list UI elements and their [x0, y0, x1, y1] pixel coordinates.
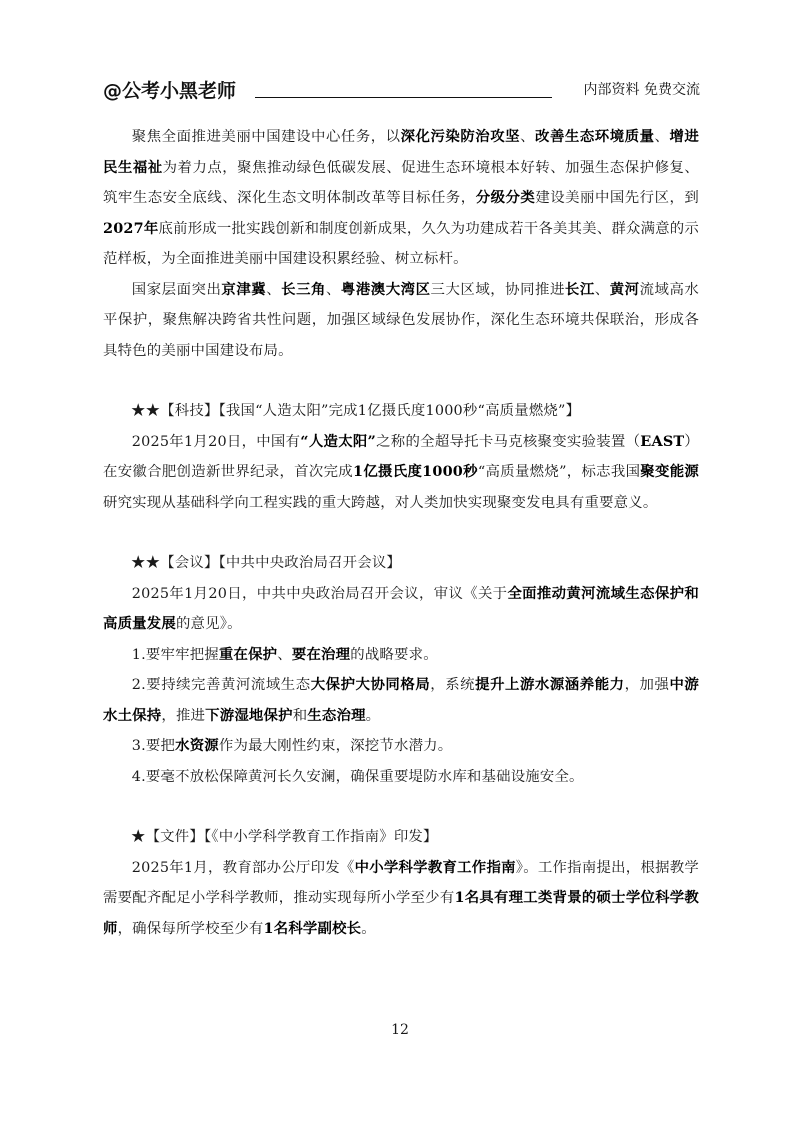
- bold-text-run: EAST: [640, 432, 685, 450]
- bold-text-run: 1名具有理工类背景的硕士学位科学教师: [103, 889, 699, 937]
- bold-text-run: 1亿摄氏度1000秒: [353, 463, 478, 480]
- paragraph-meeting-point-3: [103, 731, 699, 762]
- brand-watermark: @公考小黑老师: [103, 80, 237, 102]
- text-run: 和: [292, 707, 308, 724]
- bold-text-run: 深化污染防治攻坚: [400, 128, 521, 145]
- header-note: 内部资料 免费交流: [583, 82, 700, 98]
- bold-text-run: 改善生态环境质量: [535, 128, 655, 145]
- section-heading-science-guide: ★【文件】【《中小学科学教育工作指南》印发】: [131, 829, 438, 845]
- bold-text-run: 水资源: [175, 737, 219, 754]
- text-run: 、: [325, 281, 341, 298]
- paragraph-meeting-point-1: [103, 640, 699, 671]
- page-header: [103, 78, 700, 108]
- text-run: 3.要把: [131, 738, 176, 754]
- document-body: [103, 122, 699, 944]
- text-run: 建设美丽中国先行区，到: [535, 190, 699, 206]
- bold-text-run: 下游湿地保护: [205, 706, 293, 724]
- text-run: 2025年1月，教育部办公厅印发《: [131, 859, 355, 876]
- text-run: 之称的全超导托卡马克核聚变实验装置（: [376, 433, 641, 450]
- text-run: 1.要牢牢把握: [131, 646, 219, 663]
- paragraph-beautiful-china-2: [103, 275, 699, 367]
- bold-text-run: 黄河: [609, 280, 640, 298]
- text-run: 为着力点，聚焦推动绿色低碳发展、促进生态环境根本好转、加强生态保护修复、筑牢生态安全底线、深化生态文明体制改革等目标任务，: [103, 159, 699, 206]
- text-run: ，确保每所学校至少有: [117, 920, 264, 937]
- text-run: 4.要毫不放松保障黄河长久安澜，确保重要堤防水库和基础设施安全。: [131, 768, 584, 785]
- paragraph-science-guide: [103, 853, 699, 945]
- text-run: 》。工作指南提出，根据教学需要配齐配足小学科学教师，推动实现每所小学至少有: [103, 859, 700, 906]
- section-heading-artificial-sun: ★★【科技】【我国“人造太阳”完成1亿摄氏度1000秒“高质量燃烧”】: [131, 403, 581, 419]
- text-run: 2.要持续完善黄河流域生态: [131, 677, 311, 693]
- text-run: 底前形成一批实践创新和制度创新成果，久久为功建成若干各美其美、群众满意的示范样板，为全面推进美丽中国建设积累经验、树立标杆。: [103, 220, 699, 267]
- text-run: 、: [594, 281, 610, 298]
- bold-text-run: “人造太阳”: [300, 432, 377, 450]
- header-rule: [255, 97, 552, 98]
- text-run: 三大区域，协同推进: [430, 281, 565, 298]
- text-run: ，推进: [161, 707, 206, 724]
- paragraph-meeting-point-2: [103, 670, 699, 731]
- paragraph-artificial-sun: [103, 427, 699, 519]
- page-number: 12: [391, 1022, 409, 1038]
- bold-text-run: 长江: [564, 280, 595, 298]
- bold-text-run: 1名科学副校长: [263, 919, 362, 937]
- text-run: “高质量燃烧”，标志我国: [477, 464, 641, 480]
- paragraph-beautiful-china-1: [103, 122, 699, 275]
- text-run: 2025年1月20日，中国有: [131, 433, 301, 450]
- bold-text-run: 聚变能源: [640, 463, 699, 480]
- text-run: 、: [654, 129, 670, 145]
- text-run: 。: [361, 920, 376, 937]
- text-run: 。: [365, 707, 381, 724]
- bold-text-run: 分级分类: [475, 189, 536, 206]
- text-run: 、: [520, 129, 536, 145]
- text-run: 、: [277, 646, 292, 663]
- bold-text-run: 京津冀: [221, 280, 267, 298]
- text-run: 作为最大刚性约束，深挖节水潜力。: [218, 738, 453, 754]
- text-run: ，加强: [624, 677, 670, 693]
- text-run: ）在安徽合肥创造新世界纪录，首次完成: [103, 433, 700, 480]
- bold-text-run: 重在保护: [218, 645, 278, 663]
- text-run: 国家层面突出: [131, 281, 222, 298]
- text-run: 研究实现从基础科学向工程实践的重大跨越，对人类加快实现聚变发电具有重要意义。: [103, 494, 658, 511]
- text-run: 的战略要求。: [350, 646, 438, 663]
- text-run: 的意见》。: [175, 616, 242, 632]
- text-run: 2025年1月20日，中共中央政治局召开会议，审议《关于: [131, 585, 508, 602]
- bold-text-run: 中小学科学教育工作指南: [354, 858, 516, 876]
- bold-text-run: 提升上游水源涵养能力: [475, 676, 625, 693]
- paragraph-meeting-point-4: [103, 762, 699, 793]
- paragraph-meeting-intro: [103, 579, 699, 640]
- bold-text-run: 增进民生福祉: [103, 128, 699, 176]
- text-run: ，系统: [430, 677, 476, 693]
- bold-text-run: 粤港澳大湾区: [340, 280, 431, 298]
- bold-text-run: 生态治理: [307, 706, 366, 724]
- section-heading-politburo-meeting: ★★【会议】【中共中央政治局召开会议】: [131, 555, 402, 571]
- bold-text-run: 2027年: [103, 219, 159, 237]
- text-run: 流域高水平保护，聚焦解决跨省共性问题，加强区域绿色发展协作，深化生态环境共保联治，形成各具特色的美丽中国建设布局。: [103, 281, 700, 359]
- bold-text-run: 长三角: [281, 280, 326, 298]
- text-run: 聚焦全面推进美丽中国建设中心任务，以: [131, 129, 401, 145]
- text-run: 、: [266, 281, 282, 298]
- bold-text-run: 中游水土保持: [103, 676, 699, 724]
- bold-text-run: 要在治理: [291, 645, 351, 663]
- bold-text-run: 全面推动黄河流域生态保护和高质量发展: [103, 584, 699, 632]
- bold-text-run: 大保护大协同格局: [310, 676, 431, 693]
